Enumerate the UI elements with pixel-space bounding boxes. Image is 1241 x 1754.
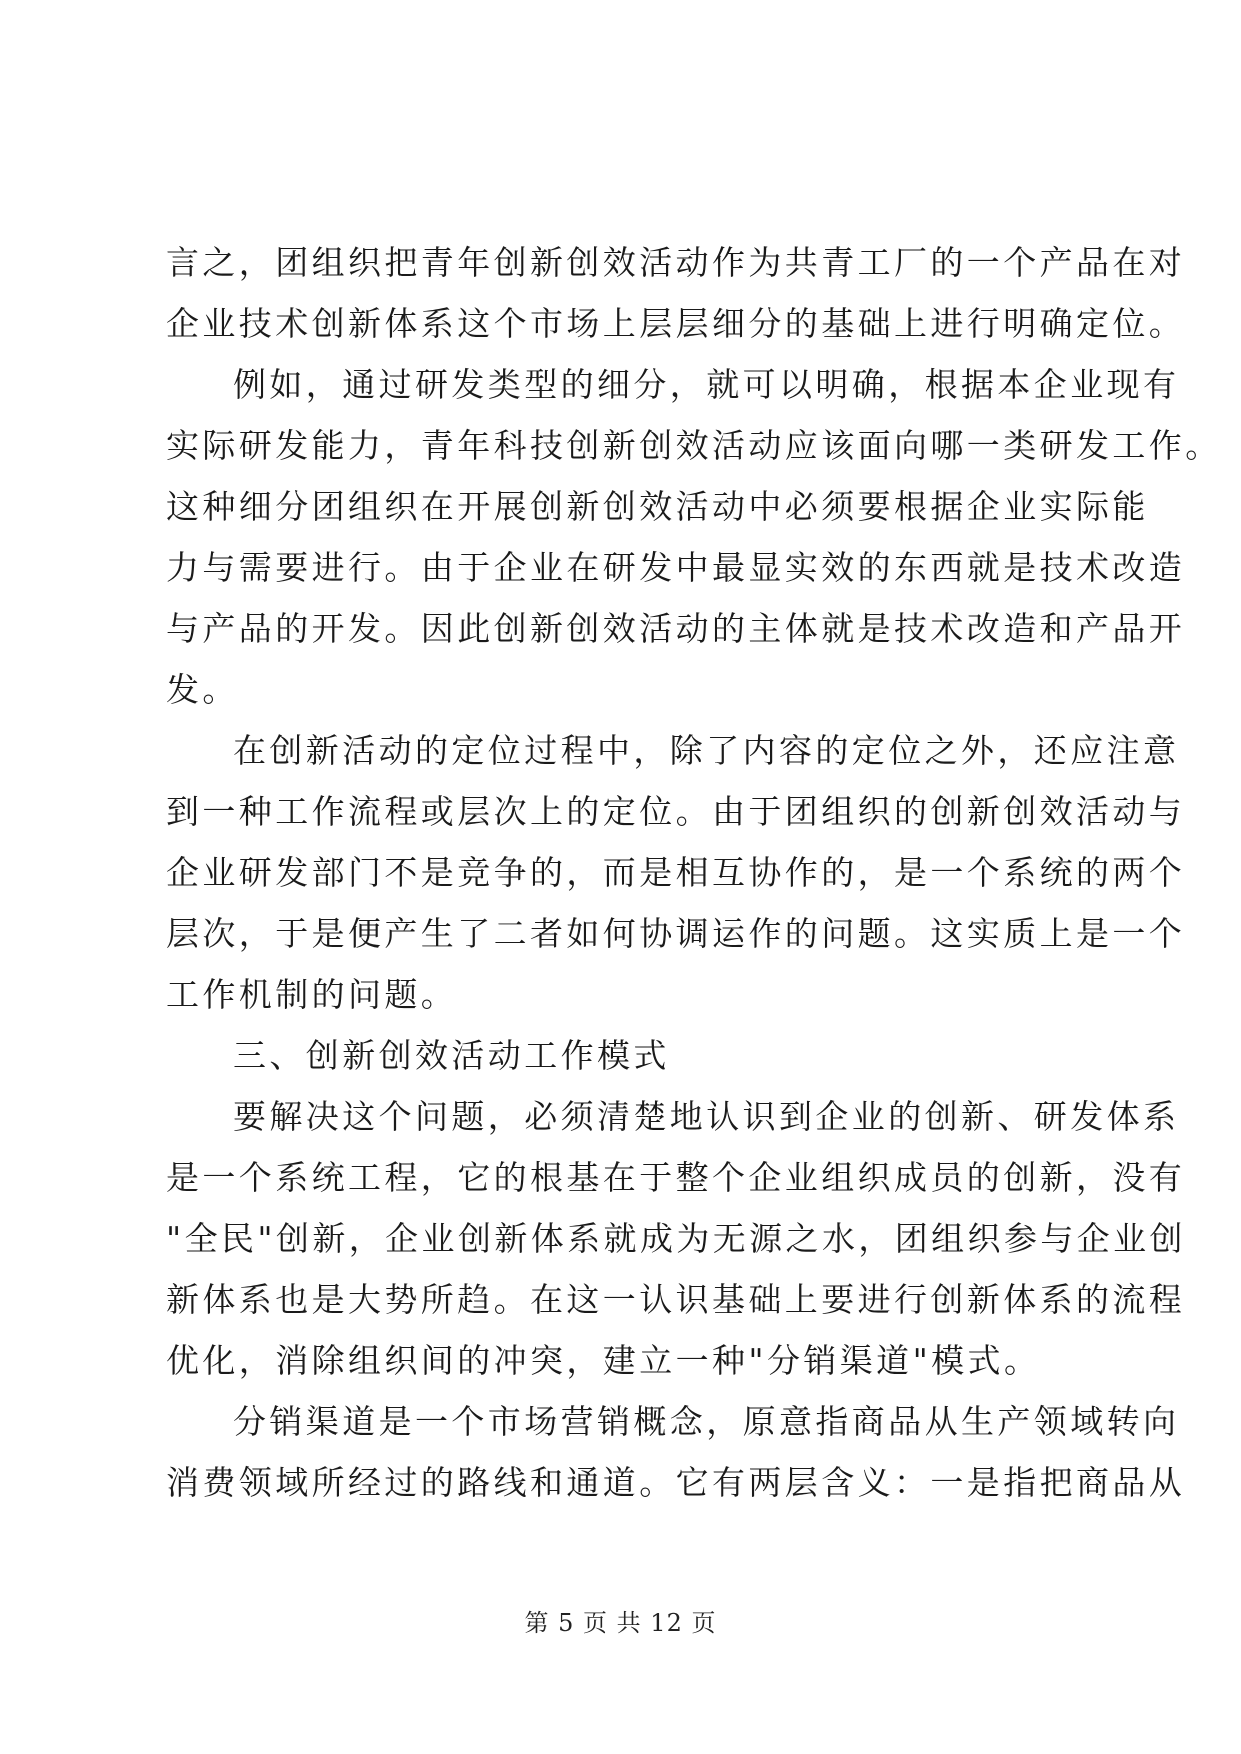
section-heading: 三、创新创效活动工作模式	[233, 1036, 670, 1075]
document-body	[166, 232, 1222, 1513]
text-line: 企业研发部门不是竞争的，而是相互协作的，是一个系统的两个	[166, 853, 1186, 892]
paragraph-start-line: 分销渠道是一个市场营销概念，原意指商品从生产领域转向	[233, 1402, 1180, 1441]
text-line: 新体系也是大势所趋。在这一认识基础上要进行创新体系的流程	[166, 1280, 1186, 1319]
text-line: 与产品的开发。因此创新创效活动的主体就是技术改造和产品开	[166, 609, 1186, 648]
text-line: 工作机制的问题。	[166, 975, 458, 1014]
text-line: 发。	[166, 670, 239, 709]
text-line: 力与需要进行。由于企业在研发中最显实效的东西就是技术改造	[166, 548, 1186, 587]
text-line: 言之，团组织把青年创新创效活动作为共青工厂的一个产品在对	[166, 243, 1186, 282]
text-line: 层次，于是便产生了二者如何协调运作的问题。这实质上是一个	[166, 914, 1186, 953]
text-line: 是一个系统工程，它的根基在于整个企业组织成员的创新，没有	[166, 1158, 1186, 1197]
paragraph-start-line: 要解决这个问题，必须清楚地认识到企业的创新、研发体系	[233, 1097, 1180, 1136]
paragraph-start-line: 在创新活动的定位过程中，除了内容的定位之外，还应注意	[233, 731, 1180, 770]
paragraph-start-line: 例如，通过研发类型的细分，就可以明确，根据本企业现有	[233, 365, 1180, 404]
text-line: 企业技术创新体系这个市场上层层细分的基础上进行明确定位。	[166, 304, 1186, 343]
page-footer: 第 5 页 共 12 页	[524, 1609, 717, 1637]
text-line: 实际研发能力，青年科技创新创效活动应该面向哪一类研发工作。	[166, 426, 1222, 465]
text-line: 到一种工作流程或层次上的定位。由于团组织的创新创效活动与	[166, 792, 1186, 831]
text-line: 消费领域所经过的路线和通道。它有两层含义：一是指把商品从	[166, 1463, 1186, 1502]
text-line: "全民"创新，企业创新体系就成为无源之水，团组织参与企业创	[166, 1219, 1186, 1258]
text-line: 优化，消除组织间的冲突，建立一种"分销渠道"模式。	[166, 1341, 1041, 1380]
text-line: 这种细分团组织在开展创新创效活动中必须要根据企业实际能	[166, 487, 1149, 526]
